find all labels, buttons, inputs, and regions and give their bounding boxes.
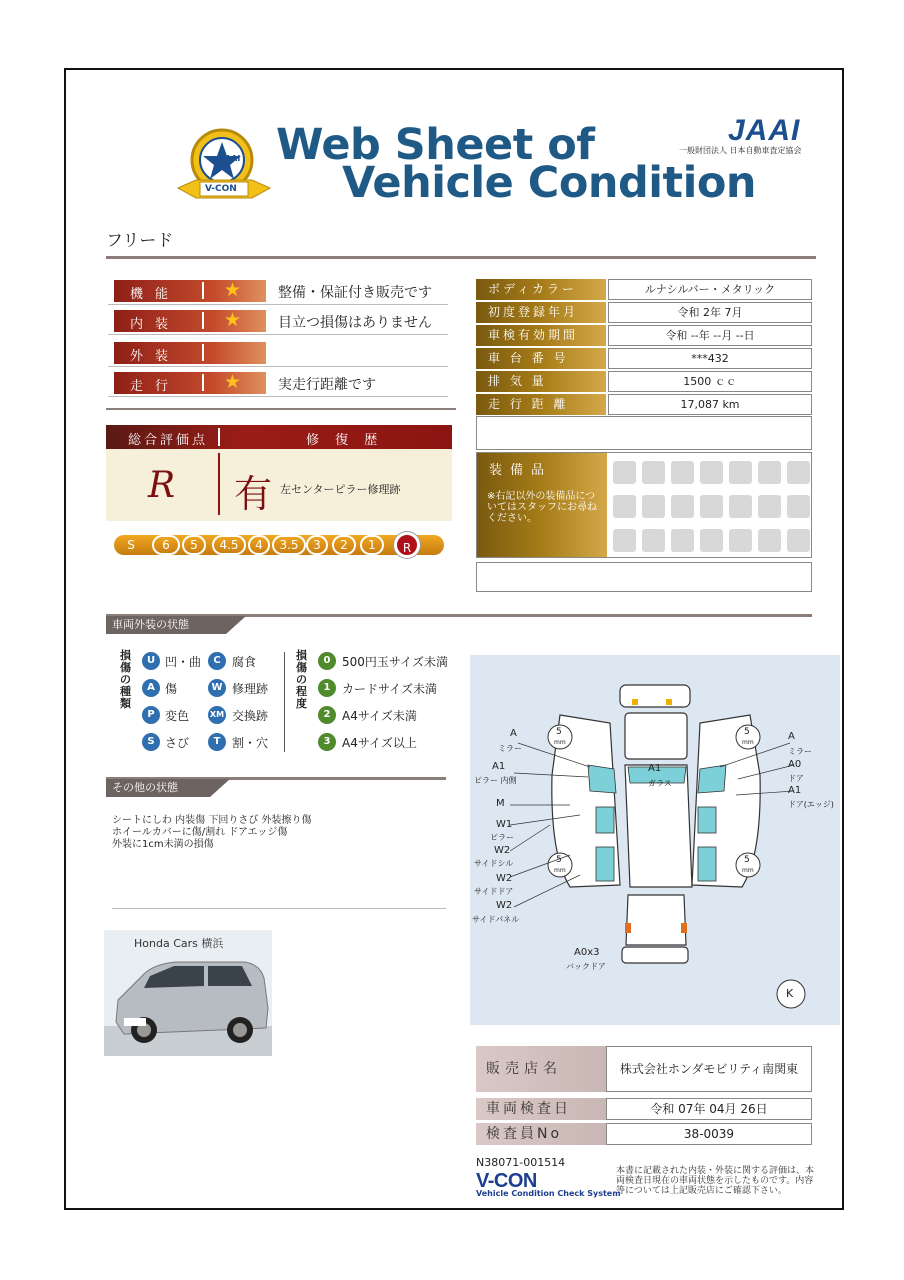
spec-label: 排 気 量 — [476, 371, 606, 392]
other-line: ホイールカバーに傷/割れ ドアエッジ傷 — [112, 827, 288, 838]
jaai-logo: JAAI — [728, 114, 801, 147]
diagram-label: A — [510, 728, 517, 739]
page-title-line2: Vehicle Condition — [342, 158, 756, 208]
legend-code-W: W — [208, 679, 226, 697]
scale-item: 4.5 — [212, 535, 246, 555]
repair-note: 左センターピラー修理跡 — [280, 483, 401, 496]
divider — [108, 334, 448, 335]
degree-text: A4サイズ以上 — [342, 736, 417, 750]
repair-history-value: 有 — [234, 472, 273, 516]
equipment-label — [477, 453, 607, 557]
other-line: シートにしわ 内装傷 下回りさび 外装擦り傷 — [112, 815, 312, 826]
tire-depth: 5 — [744, 855, 750, 865]
car-outline-diagram — [470, 655, 840, 1025]
star-icon: ★ — [224, 279, 242, 301]
rating-box — [106, 425, 452, 521]
diagram-label: A1 — [648, 763, 662, 774]
exterior-section-header: 車両外装の状態 — [106, 616, 226, 634]
legend-code-T: T — [208, 733, 226, 751]
spec-label: 車 台 番 号 — [476, 348, 606, 369]
vcon-logo: V-CON — [476, 1170, 537, 1192]
spec-label: 走 行 距 離 — [476, 394, 606, 415]
divider — [112, 908, 446, 909]
spec-label: ボディカラー — [476, 279, 606, 300]
legend-code-XM: XM — [208, 706, 226, 724]
vcon-subtitle: Vehicle Condition Check System — [476, 1189, 621, 1198]
legend-text: 交換跡 — [232, 709, 269, 723]
eval-exterior-pill — [114, 342, 266, 364]
spec-value: 令和 2年 7月 — [608, 302, 812, 323]
eval-function-text: 整備・保証付き販売です — [278, 285, 432, 301]
blank-box — [476, 562, 812, 592]
diagram-label: ピラー — [490, 833, 514, 842]
diagram-label: W2 — [496, 900, 513, 911]
legend-code-A: A — [142, 679, 160, 697]
tire-unit: mm — [554, 867, 566, 874]
diagram-label: バックドア — [566, 962, 606, 971]
legend-text: 傷 — [165, 682, 178, 696]
spec-label: 車検有効期間 — [476, 325, 606, 346]
scale-selected: R — [394, 532, 420, 558]
degree-code: 3 — [318, 733, 336, 751]
scale-item: 1 — [360, 535, 384, 555]
scale-item: 5 — [182, 535, 206, 555]
other-notes — [112, 815, 312, 851]
legend-code-S: S — [142, 733, 160, 751]
inspector-value: 38-0039 — [606, 1123, 812, 1145]
disclaimer: 本書に記載された内装・外装に関する評価は、本両検査日現在の車両状態を示したものです。内容等については上記販売店にご確認下さい。 — [616, 1166, 815, 1196]
tire-depth: 5 — [556, 727, 562, 737]
inspection-date-label: 車両検査日 — [476, 1098, 606, 1120]
tire-depth: 5 — [744, 727, 750, 737]
degree-code: 0 — [318, 652, 336, 670]
header-rule — [106, 256, 816, 259]
legend-code-P: P — [142, 706, 160, 724]
inspection-date-value: 令和 07年 04月 26日 — [606, 1098, 812, 1120]
diagram-label: サイドシル — [474, 859, 514, 868]
scale-item: S — [127, 538, 135, 552]
star-icon: ★ — [224, 371, 242, 393]
damage-type-label: 損傷の種類 — [120, 649, 131, 710]
other-section-header: その他の状態 — [106, 779, 210, 797]
document-code: N38071-001514 — [476, 1156, 566, 1169]
eval-interior-pill — [114, 310, 266, 332]
scale-item: 3.5 — [272, 535, 306, 555]
diagram-label: W2 — [494, 845, 511, 856]
degree-text: 500円玉サイズ未満 — [342, 655, 448, 669]
page-title-line1: Web Sheet of — [276, 120, 595, 170]
degree-code: 2 — [318, 706, 336, 724]
legend-text: 凹・曲 — [165, 655, 202, 669]
shop-name-value: 株式会社ホンダモビリティ南関東 — [606, 1046, 812, 1092]
eval-label: 走行 — [130, 379, 181, 394]
equipment-title: 装備品 — [489, 463, 553, 478]
diagram-label: W2 — [496, 873, 513, 884]
vcon-badge-logo — [172, 122, 276, 210]
eval-label: 内装 — [130, 317, 181, 332]
spec-value: 1500 ｃｃ — [608, 371, 812, 392]
spec-value: ***432 — [608, 348, 812, 369]
repair-history-label: 修 復 歴 — [306, 433, 384, 448]
dealer-logo: Honda Cars 横浜 — [134, 937, 224, 950]
scale-item: 4 — [248, 535, 270, 555]
shop-name-label: 販売店名 — [476, 1046, 606, 1092]
degree-code: 1 — [318, 679, 336, 697]
diagram-label: サイドパネル — [472, 915, 520, 924]
legend-text: 修理跡 — [232, 682, 269, 696]
equipment-note: ※右記以外の装備品についてはスタッフにお尋ねください。 — [487, 491, 597, 524]
spec-value: 令和 --年 --月 --日 — [608, 325, 812, 346]
rating-header — [106, 425, 452, 449]
overall-score-value: R — [148, 465, 176, 506]
eval-rule — [106, 408, 456, 410]
diagram-label: A1 — [492, 761, 506, 772]
legend-text: 腐食 — [232, 655, 257, 669]
degree-text: A4サイズ未満 — [342, 709, 417, 723]
eval-interior-text: 目立つ損傷はありません — [278, 315, 432, 331]
blank-box — [476, 416, 812, 450]
legend-code-C: C — [208, 652, 226, 670]
divider — [108, 366, 448, 367]
legend-text: 割・穴 — [232, 736, 269, 750]
diagram-label: A — [788, 731, 795, 742]
divider — [108, 396, 448, 397]
eval-function-pill — [114, 280, 266, 302]
scale-item: 3 — [306, 535, 328, 555]
diagram-label: ガラス — [648, 779, 672, 788]
badge-top-text: JAAI — [222, 154, 241, 163]
diagram-k-mark: K — [786, 987, 794, 1000]
spec-value: ルナシルバー・メタリック — [608, 279, 812, 300]
overall-score-label: 総合評価点 — [128, 433, 209, 448]
eval-label: 機能 — [130, 287, 181, 302]
tire-depth: 5 — [556, 855, 562, 865]
diagram-label: ドア — [788, 774, 804, 783]
tire-unit: mm — [554, 739, 566, 746]
eval-mileage-pill — [114, 372, 266, 394]
car-illustration — [104, 930, 272, 1056]
tire-unit: mm — [742, 739, 754, 746]
model-name: フリード — [106, 231, 174, 251]
diagram-label: ミラー — [788, 747, 812, 756]
eval-mileage-text: 実走行距離です — [278, 377, 376, 393]
jaai-org-name: 一般財団法人 日本自動車査定協会 — [679, 146, 802, 155]
eval-label: 外装 — [130, 349, 181, 364]
damage-degree-label: 損傷の程度 — [296, 649, 307, 710]
spec-label: 初度登録年月 — [476, 302, 606, 323]
diagram-label: W1 — [496, 819, 513, 830]
diagram-label: ピラー 内側 — [474, 776, 517, 785]
legend-divider — [284, 652, 285, 752]
diagram-label: M — [496, 798, 505, 809]
inspector-label: 検査員No — [476, 1123, 606, 1145]
legend-text: さび — [165, 736, 190, 750]
star-icon: ★ — [224, 309, 242, 331]
legend-code-U: U — [142, 652, 160, 670]
legend-text: 変色 — [165, 709, 190, 723]
diagram-label: ミラー — [498, 744, 522, 753]
equipment-box — [476, 452, 812, 558]
diagram-label: A0 — [788, 759, 802, 770]
diagram-label: A0x3 — [574, 947, 600, 958]
diagram-label: A1 — [788, 785, 802, 796]
divider — [108, 304, 448, 305]
tire-unit: mm — [742, 867, 754, 874]
spec-value: 17,087 km — [608, 394, 812, 415]
scale-item: 6 — [152, 535, 180, 555]
damage-diagram — [470, 655, 840, 1025]
vehicle-photo — [104, 930, 272, 1056]
diagram-label: ドア(エッジ) — [788, 800, 834, 809]
diagram-label: サイドドア — [474, 887, 514, 896]
scale-item: 2 — [332, 535, 356, 555]
badge-bottom-text: V-CON — [205, 184, 237, 194]
other-line: 外装に1cm未満の損傷 — [112, 839, 214, 850]
degree-text: カードサイズ未満 — [342, 682, 438, 696]
